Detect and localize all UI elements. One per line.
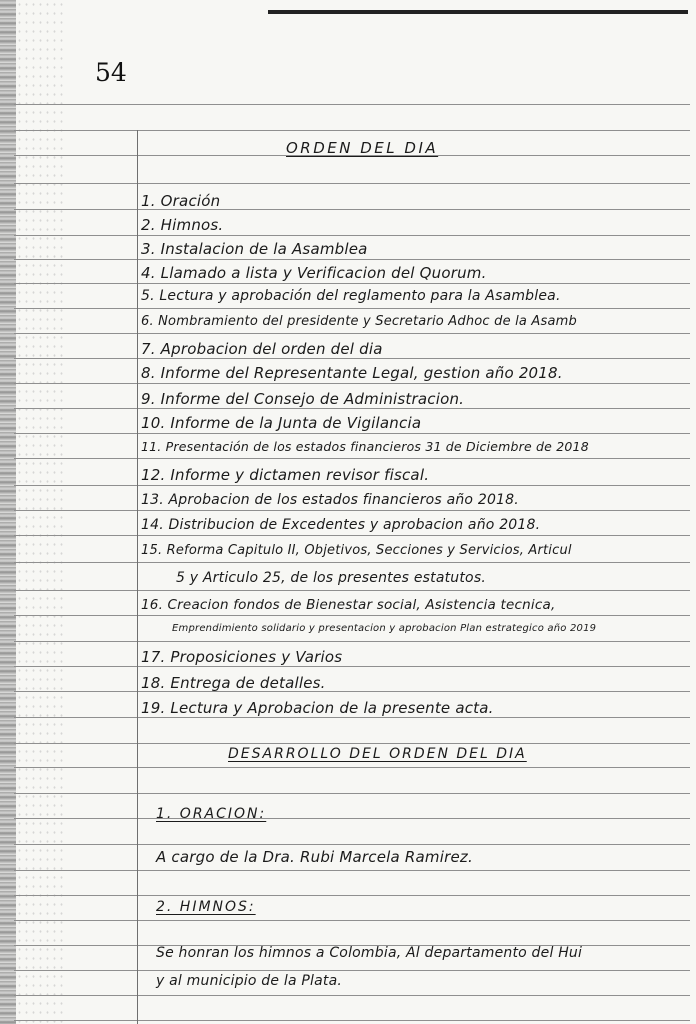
ruled-line <box>14 408 690 409</box>
agenda-item-16: 16. Creacion fondos de Bienestar social, Asistencia tecnica, <box>141 597 556 613</box>
agenda-item-15: 15. Reforma Capitulo II, Objetivos, Secciones y Servicios, Articul <box>141 543 572 558</box>
ruled-line <box>14 641 690 642</box>
ruled-line <box>14 183 690 184</box>
ruled-line <box>14 458 690 459</box>
agenda-item-19: 19. Lectura y Aprobacion de la presente acta. <box>141 699 494 717</box>
agenda-item-14: 14. Distribucion de Excedentes y aprobacion año 2018. <box>141 517 541 533</box>
ruled-line <box>14 358 690 359</box>
ruled-line <box>14 283 690 284</box>
ruled-line <box>14 535 690 536</box>
ruled-line <box>14 259 690 260</box>
ruled-line <box>14 844 690 845</box>
ruled-line <box>14 743 690 744</box>
ruled-line <box>14 767 690 768</box>
ruled-line <box>14 383 690 384</box>
ruled-line <box>14 1020 690 1021</box>
ruled-line <box>14 970 690 971</box>
ruled-line <box>14 895 690 896</box>
ruled-line <box>14 485 690 486</box>
himnos-text-line-2: y al municipio de la Plata. <box>156 973 343 989</box>
ruled-line <box>14 666 690 667</box>
ruled-line <box>14 562 690 563</box>
ruled-line <box>14 920 690 921</box>
page-number: 54 <box>95 58 127 87</box>
agenda-item-7: 7. Aprobacion del orden del dia <box>141 340 383 358</box>
agenda-item-9: 9. Informe del Consejo de Administracion. <box>141 390 465 408</box>
ruled-line <box>14 615 690 616</box>
agenda-item-6: 6. Nombramiento del presidente y Secretario Adhoc de la Asamb <box>141 314 577 329</box>
agenda-item-12: 12. Informe y dictamen revisor fiscal. <box>141 466 430 484</box>
ruled-line <box>14 308 690 309</box>
agenda-item-10: 10. Informe de la Junta de Vigilancia <box>141 414 422 432</box>
ruled-line <box>14 590 690 591</box>
ruled-line <box>14 104 690 105</box>
agenda-item-13: 13. Aprobacion de los estados financieros año 2018. <box>141 492 519 508</box>
agenda-item-8: 8. Informe del Representante Legal, gestion año 2018. <box>141 364 563 382</box>
ruled-line <box>14 510 690 511</box>
ruled-line <box>14 433 690 434</box>
agenda-item-18: 18. Entrega de detalles. <box>141 674 326 692</box>
agenda-item-3: 3. Instalacion de la Asamblea <box>141 240 368 258</box>
agenda-item-5: 5. Lectura y aprobación del reglamento para la Asamblea. <box>141 288 561 304</box>
ruled-line <box>14 691 690 692</box>
ruled-line <box>14 995 690 996</box>
agenda-item-16-continuation: Emprendimiento solidario y presentacion y aprobacion Plan estrategico año 2019 <box>172 623 597 634</box>
oracion-text: A cargo de la Dra. Rubi Marcela Ramirez. <box>156 848 473 866</box>
agenda-item-17: 17. Proposiciones y Varios <box>141 648 343 666</box>
ruled-line <box>14 130 690 131</box>
orden-del-dia-title: ORDEN DEL DIA <box>286 139 439 157</box>
margin-line <box>137 130 138 1024</box>
top-border-rule <box>268 10 688 14</box>
ruled-line <box>14 793 690 794</box>
himnos-heading: 2. HIMNOS: <box>156 899 256 915</box>
ruled-line <box>14 818 690 819</box>
himnos-text-line-1: Se honran los himnos a Colombia, Al departamento del Hui <box>156 945 583 961</box>
agenda-item-15-continuation: 5 y Articulo 25, de los presentes estatutos. <box>176 570 486 586</box>
desarrollo-title: DESARROLLO DEL ORDEN DEL DIA <box>228 746 527 762</box>
ruled-line <box>14 333 690 334</box>
agenda-item-1: 1. Oración <box>141 192 221 210</box>
ruled-line <box>14 717 690 718</box>
agenda-item-2: 2. Himnos. <box>141 216 224 234</box>
oracion-heading: 1. ORACION: <box>156 806 267 822</box>
ruled-line <box>14 870 690 871</box>
agenda-item-4: 4. Llamado a lista y Verificacion del Quorum. <box>141 264 487 282</box>
ruled-line <box>14 235 690 236</box>
ruled-line <box>14 209 690 210</box>
agenda-item-11: 11. Presentación de los estados financieros 31 de Diciembre de 2018 <box>141 439 589 454</box>
